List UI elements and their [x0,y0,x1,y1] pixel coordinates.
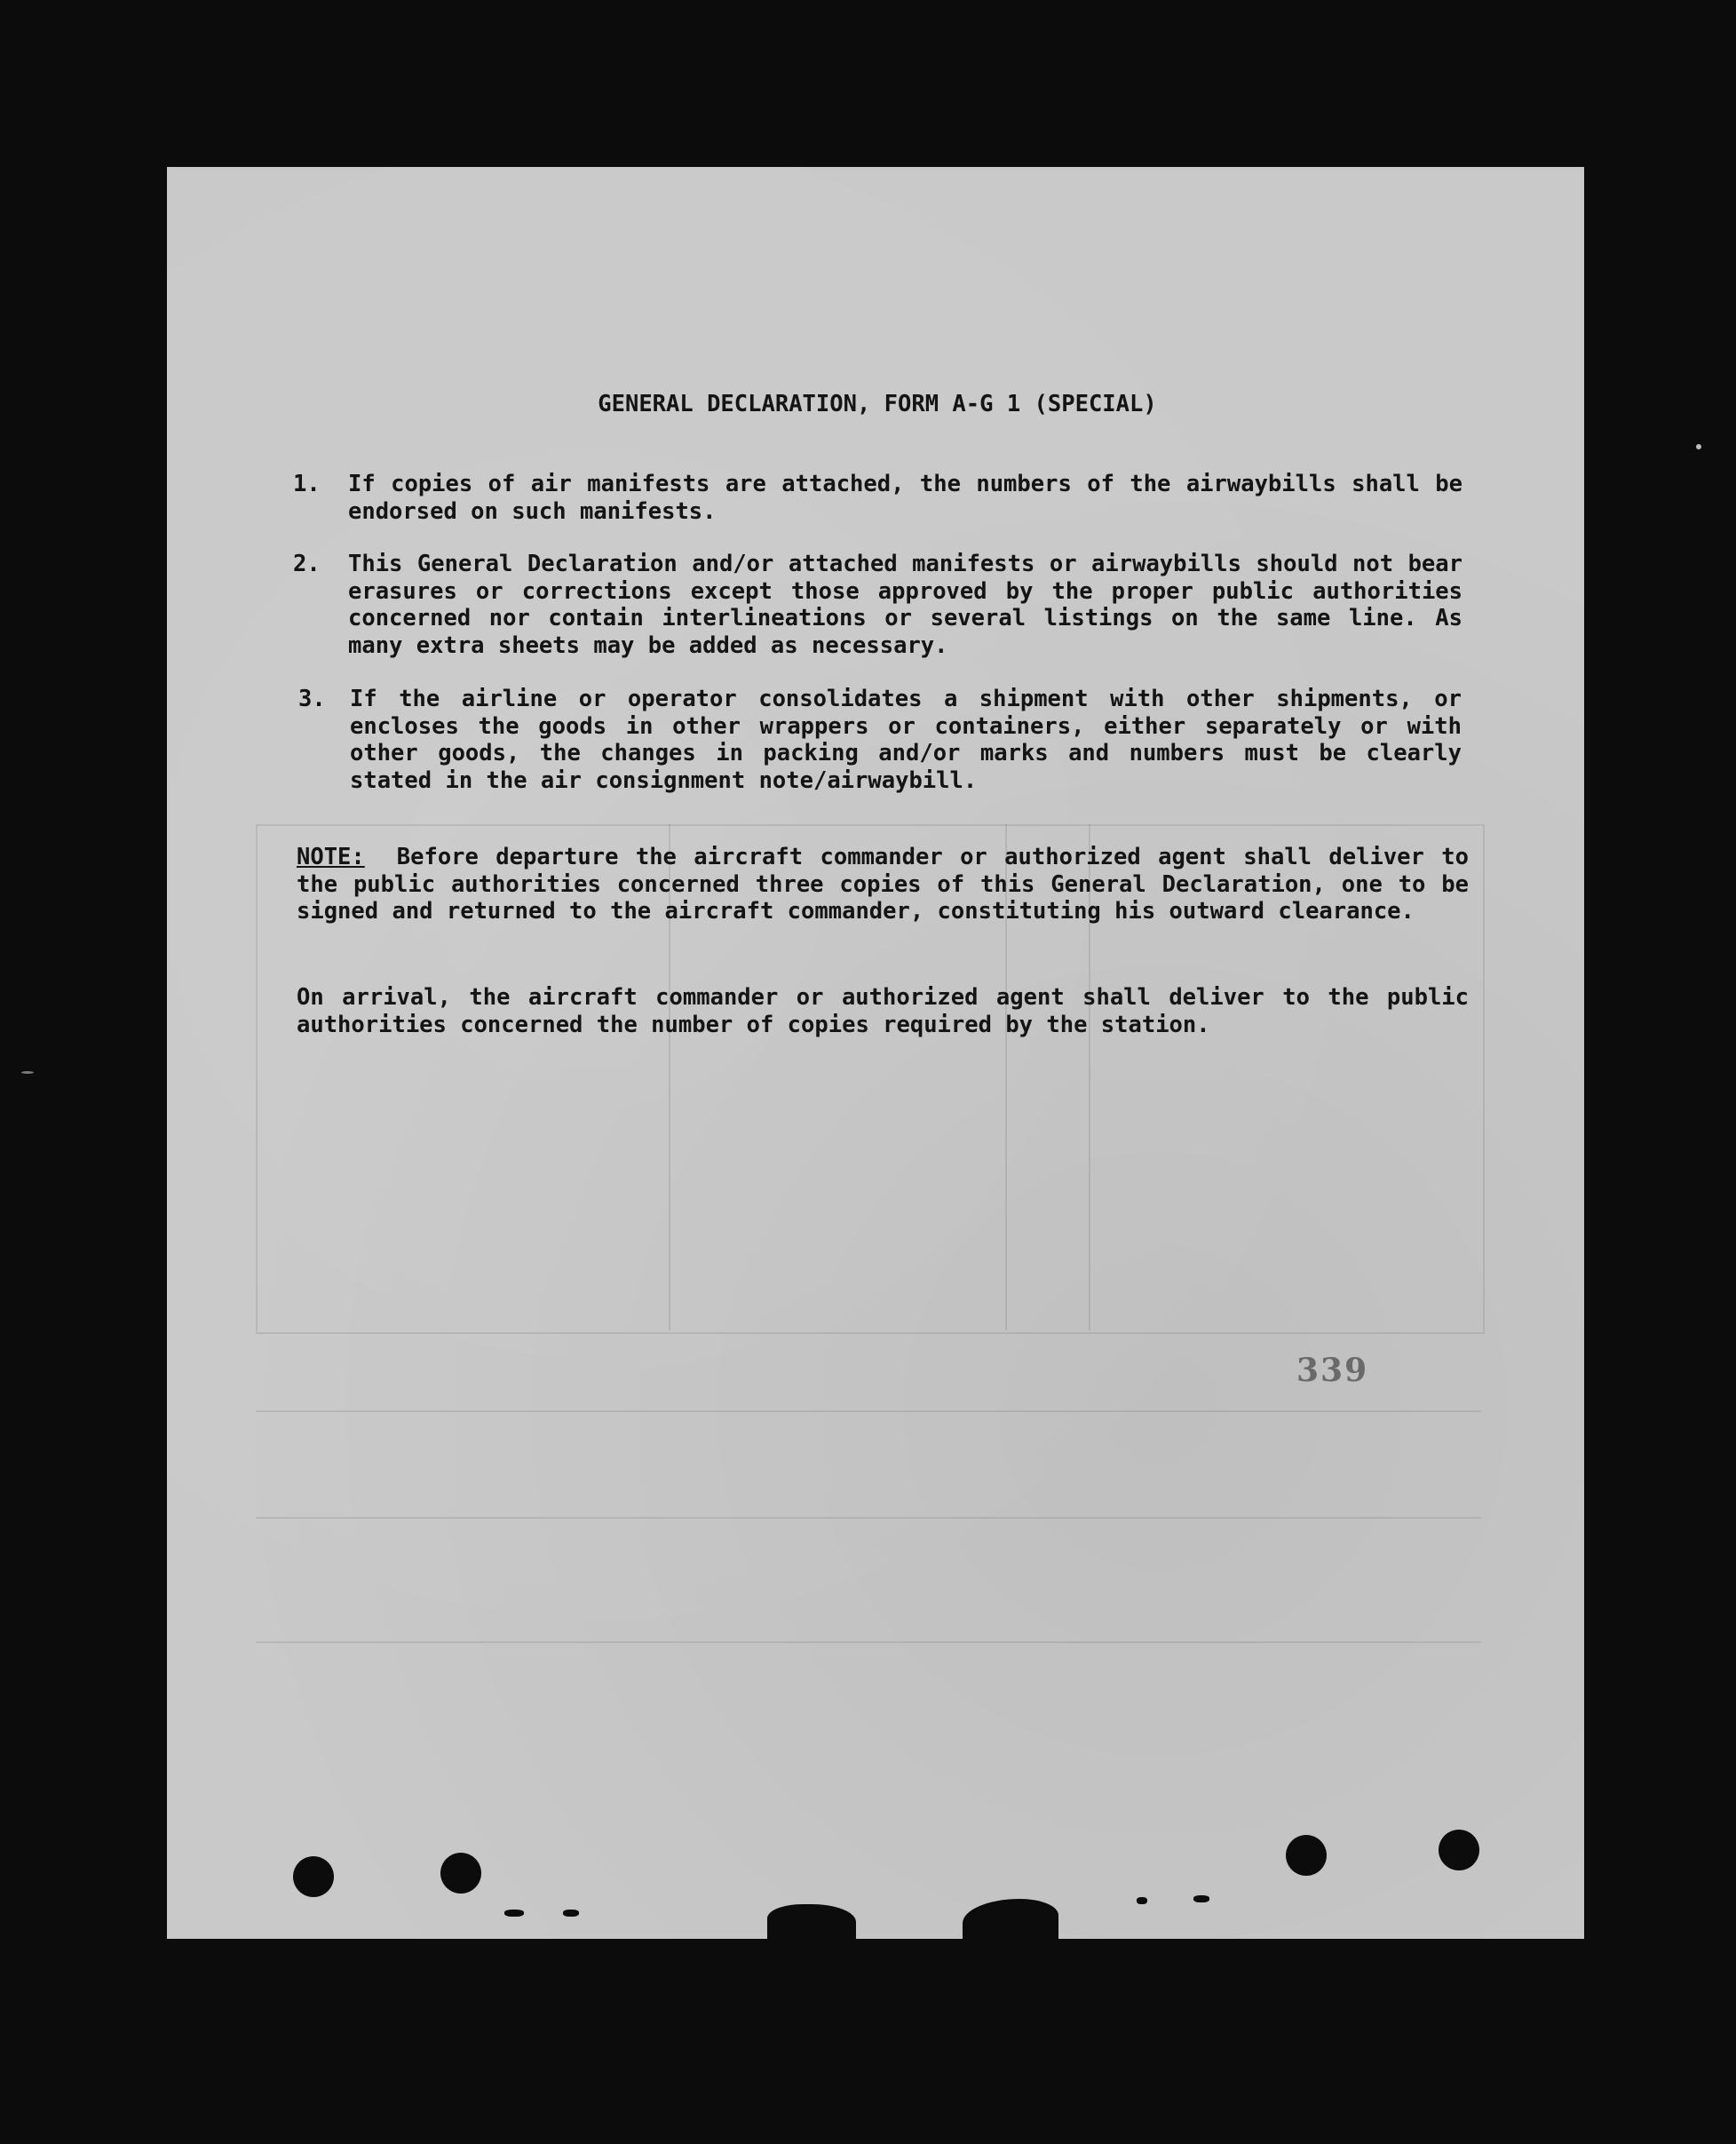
punch-hole [1439,1830,1479,1870]
departure-note [297,844,1469,925]
punch-hole [440,1853,481,1894]
arrival-paragraph: On arrival, the aircraft commander or authorized agent shall deliver to the public authorities concerned the number of copies required by the station. [297,984,1469,1038]
item-text: If the airline or operator consolidates a shipment with other shipments, or encloses the goods in other wrappers or containers, either separately or with other goods, the changes in packing and/or marks and numbers must be clearly stated in the air consignment note/airwaybill. [350,686,1462,794]
bleed-through-rule [256,1410,1481,1412]
torn-edge [563,1910,579,1917]
scan-speck [21,1071,34,1074]
item-text: This General Declaration and/or attached manifests or airwaybills should not bear erasures or corrections except those approved by the proper public authorities concerned nor contain interlineations or several listings on the same line. As many extra sheets may be added as necessary. [348,551,1463,659]
torn-edge [767,1904,856,1940]
instruction-item-3 [298,686,1479,796]
item-text: If copies of air manifests are attached, the numbers of the airwaybills shall be endorsed on such manifests. [348,471,1463,525]
bleed-through-text [504,213,511,235]
scan-speck [1696,444,1701,449]
item-number: 2. [293,551,321,577]
page-number-stamp: 339 [1296,1352,1369,1389]
torn-edge [504,1910,524,1917]
document-page [167,167,1584,1939]
bleed-through-rule [256,1641,1481,1643]
torn-edge [1137,1897,1147,1904]
item-number: 1. [293,471,321,497]
page-title: GENERAL DECLARATION, FORM A-G 1 (SPECIAL) [598,391,1157,417]
instruction-item-1 [293,471,1474,526]
bleed-through-rule [256,1517,1481,1519]
instruction-item-2 [293,551,1474,661]
item-number: 3. [298,686,326,712]
torn-edge [963,1899,1058,1940]
punch-hole [1286,1835,1327,1876]
torn-edge [1193,1895,1209,1902]
punch-hole [293,1856,334,1897]
note-text: Before departure the aircraft commander or authorized agent shall deliver to the public authorities concerned three copies of this General Declaration, one to be signed and returned to the aircraft commander, constituting his outward clearance. [297,844,1469,925]
note-label: NOTE: [297,844,365,870]
